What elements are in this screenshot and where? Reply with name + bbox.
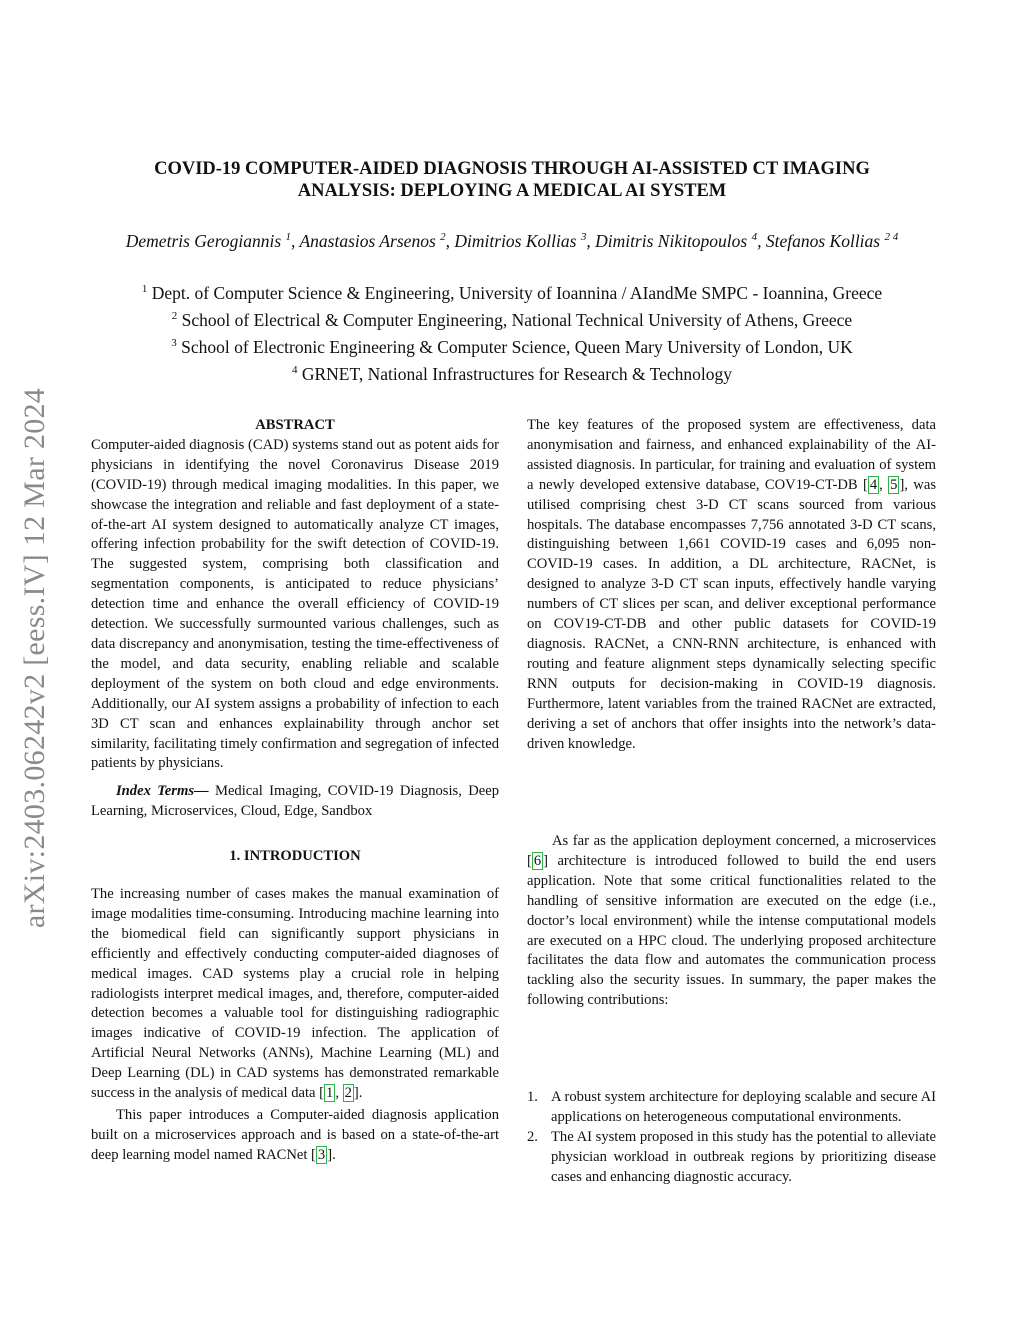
left-column	[91, 416, 499, 1166]
arxiv-id: arXiv:2403.06242v2 [eess.IV] 12 Mar 2024	[18, 387, 51, 929]
intro-paragraph-1: The increasing number of cases makes the manual examination of image modalities time-consuming. Introducing machine learning into the biomedical field can significantly support physicians in efficiently and effectively conducting computer-aided diagnoses of medical images. CAD systems play a crucial role in helping radiologists interpret medical images, and, therefore, computer-aided detection becomes a valuable tool for distinguishing radiographic images indicative of COVID-19 infection. The application of Artificial Neural Networks (ANNs), Machine Learning (ML) and Deep Learning (DL) in CAD systems has demonstrated remarkable success in the analysis of medical data [ 1 , 2 ].	[91, 886, 499, 1102]
author-affiliation-mark: 1	[285, 231, 292, 244]
citation-link[interactable]: 4	[869, 476, 878, 493]
citation-link[interactable]: 2	[344, 1085, 352, 1102]
author-affiliation-mark: 2 4	[884, 231, 899, 244]
affiliation-list	[60, 278, 964, 387]
contributions-list	[527, 1088, 936, 1188]
index-terms-list: Medical Imaging, COVID-19 Diagnosis, Deep Learning, Microservices, Cloud, Edge, Sandbox	[91, 783, 500, 820]
arxiv-watermark	[10, 348, 60, 968]
title-line-1: COVID-19 COMPUTER-AIDED DIAGNOSIS THROUGH AI-ASSISTED CT IMAGING	[154, 159, 870, 179]
list-item: 2. The AI system proposed in this study has the potential to alleviate physician workload in outbreak regions by prioritizing disease cases and enhancing diagnostic accuracy.	[527, 1128, 936, 1185]
citation-link[interactable]: 3	[317, 1146, 326, 1163]
abstract-text: Computer-aided diagnosis (CAD) systems stand out as potent aids for physicians in identifying the novel Coronavirus Disease 2019 (COVID-19) through medical imaging modalities. In this paper, we showcase the integration and reliable and fast deployment of a state-of-the-art AI system designed to automatically analyze CT images, offering infection probability for the swift detection of COVID-19. The suggested system, comprising both classification and segmentation components, is anticipated to reduce physicians’ detection time and enhance the overall efficiency of COVID-19 detection. We successfully surmounted various challenges, such as data discrepancy and anonymisation, testing the time-effectiveness of the model, and data security, enabling reliable and scalable deployment of the system on both cloud and edge environments. Additionally, our AI system assigns a probability of infection to each 3D CT scan and enhances explainability through anchor set similarity, facilitating timely confirmation and segregation of infected patients by physicians.	[91, 436, 499, 772]
author-list: Demetris Gerogiannis $^1$, Anastasios Arsenos $^2$, Dimitrios Kollias $^3$, Dimitris Nikitopoulos $^4$, Stefanos Kollias $^{2 4}$	[125, 231, 899, 251]
contributions-list-wrap	[527, 1088, 936, 1188]
index-terms-label: Index Terms—	[116, 783, 209, 800]
author-affiliation-mark: 3	[580, 231, 587, 244]
affiliation: $^4$ GRNET, National Infrastructures for Research & Technology	[291, 364, 733, 385]
author: Anastasios Arsenos	[299, 231, 436, 251]
index-terms	[91, 782, 499, 822]
list-item: 1. A robust system architecture for deploying scalable and secure AI applications on heterogeneous computational environments.	[527, 1089, 936, 1125]
affiliation: $^3$ School of Electronic Engineering & Computer Science, Queen Mary University of London, UK	[171, 337, 853, 358]
paper-title	[80, 158, 944, 202]
intro-paragraph-2: This paper introduces a Computer-aided diagnosis application built on a microservices approach and is based on a state-of-the-art deep learning model named RACNet [ 3 ].	[91, 1107, 499, 1163]
title-line-2: ANALYSIS: DEPLOYING A MEDICAL AI SYSTEM	[297, 181, 727, 201]
deployment-paragraph: As far as the application deployment concerned, a microservices [ 6 ] architecture is introduced followed to build the end users application. Note that some critical functionalities related to the handling of sensitive information are executed on the edge (i.e., doctor’s local environment) while the intense computational models are executed on a HPC cloud. The underlying proposed architecture facilitates the data flow and automates the communication process tackling also the security issues. In summary, the paper makes the following contributions:	[527, 833, 936, 1009]
features-paragraph: The key features of the proposed system are effectiveness, data anonymisation and fairness, and enhanced explainability of the AI-assisted diagnosis. In particular, for training and evaluation of system a newly developed extensive database, COV19-CT-DB [ 4 , 5 ], was utilised comprising chest 3-D CT scans sourced from various hospitals. The database encompasses 7,756 annotated 3-D CT scans, distinguishing between 1,661 COVID-19 cases and 6,095 non-COVID-19 cases. In addition, a DL architecture, RACNet, is designed to analyze 3-D CT scan inputs, effectively handle varying numbers of CT slices per scan, and deliver exceptional performance on COV19-CT-DB and other public datasets for COVID-19 diagnosis. RACNet, a CNN-RNN architecture, is enhanced with routing and feature alignment steps dynamically selecting specific RNN outputs for decision-making in COVID-19 diagnosis. Furthermore, latent variables from the trained RACNet are extracted, deriving a set of anchors that offer insights into the network’s data-driven knowledge.	[527, 417, 936, 752]
right-column-top	[527, 416, 936, 754]
author-affiliation-mark: 2	[440, 231, 446, 244]
author: Dimitrios Kollias	[454, 231, 577, 251]
intro-heading: 1. INTRODUCTION	[229, 848, 361, 865]
affiliation: $^2$ School of Electrical & Computer Engineering, National Technical University of Athens, Greece	[171, 309, 853, 330]
citation-link[interactable]: 6	[533, 852, 542, 869]
author: Demetris Gerogiannis	[125, 231, 282, 251]
author: Dimitris Nikitopoulos	[595, 231, 748, 251]
citation-link[interactable]: 5	[890, 476, 898, 493]
author: Stefanos Kollias	[765, 231, 881, 251]
author-affiliation-mark: 4	[751, 231, 758, 244]
affiliation: $^1$ Dept. of Computer Science & Engineering, University of Ioannina / AIandMe SMPC - Ioannina, Greece	[141, 282, 883, 303]
right-column-middle	[527, 832, 936, 1011]
citation-link[interactable]: 1	[326, 1085, 334, 1102]
abstract-heading: ABSTRACT	[255, 417, 335, 433]
